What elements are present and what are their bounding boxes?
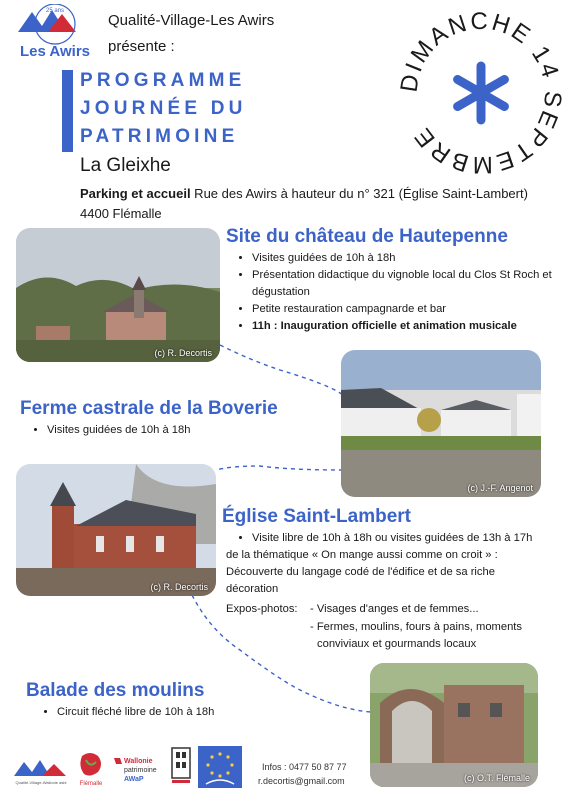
postcode: 4400 Flémalle — [80, 206, 162, 221]
list-item: • Circuit fléché libre de 10h à 18h — [57, 704, 317, 721]
presents-text: présente : — [108, 38, 175, 55]
awap-logo-text: AWaP — [124, 776, 144, 783]
wallonie-patrimoine-logo — [112, 754, 164, 788]
list-item: • 11h : Inauguration officielle et animation musicale — [252, 318, 572, 335]
list-item: • Présentation didactique du vignoble local du Clos St Roch et dégustation — [252, 267, 572, 301]
ferme-photo — [341, 350, 541, 497]
patrimoine-logo-text: patrimoine — [124, 767, 157, 774]
eglise-photo-credit: (c) R. Decortis — [150, 582, 208, 592]
qualite-village-logo — [12, 756, 70, 786]
parking-label: Parking et accueil — [80, 186, 191, 201]
info-phone: Infos : 0477 50 87 77 — [262, 762, 347, 772]
locality: La Gleixhe — [80, 155, 171, 176]
expo-label: Expos-photos: — [226, 603, 298, 615]
eglise-list — [237, 530, 587, 547]
eglise-photo — [16, 464, 216, 596]
logo-top-text: 25 ans — [45, 8, 65, 14]
expo-item-2: - Fermes, moulins, fours à pains, moments — [310, 621, 523, 633]
moulins-photo — [370, 663, 538, 787]
flemalle-logo — [76, 752, 106, 788]
eglise-text-2: Découverte du langage codé de l'édifice et de sa riche — [226, 566, 495, 578]
chateau-photo-credit: (c) R. Decortis — [154, 348, 212, 358]
parking-address: Rue des Awirs à hauteur du n° 321 (Église Saint-Lambert) — [190, 186, 528, 201]
ferme-photo-credit: (c) J.-F. Angenot — [467, 483, 533, 493]
list-item: • Petite restauration campagnarde et bar — [252, 301, 572, 318]
european-heritage-days-logo — [198, 746, 242, 788]
moulins-list — [42, 704, 317, 721]
ferme-list — [32, 422, 297, 439]
list-item: • Visites guidées de 10h à 18h — [252, 250, 572, 267]
logo-name: Les Awirs — [19, 43, 91, 60]
chateau-title: Site du château de Hautepenne — [226, 226, 508, 247]
date-seal-text: DIMANCHE 14 SEPTEMBRE — [395, 7, 567, 179]
moulins-title: Balade des moulins — [26, 680, 205, 701]
eglise-text-3: décoration — [226, 583, 279, 595]
list-item: • Visites guidées de 10h à 18h — [47, 422, 297, 439]
info-email: r.decortis@gmail.com — [258, 776, 345, 786]
moulins-photo-credit: (c) O.T. Flémalle — [463, 773, 530, 783]
title-line-1: PROGRAMME — [80, 70, 246, 91]
agence-patrimoine-logo — [170, 746, 192, 786]
title-line-3: PATRIMOINE — [80, 126, 239, 147]
organization-name: Qualité-Village-Les Awirs — [108, 12, 275, 29]
title-line-2: JOURNÉE DU — [80, 98, 247, 119]
eglise-title: Église Saint-Lambert — [222, 506, 411, 527]
wallonie-logo-text: Wallonie — [124, 758, 153, 765]
expo-item-1: - Visages d'anges et de femmes... — [310, 603, 479, 615]
expo-item-3: conviviaux et gourmands locaux — [317, 638, 477, 650]
qualite-village-logo-text: Qualité-Village-Wallonie asbl — [15, 780, 67, 785]
eglise-text-1: de la thématique « On mange aussi comme on croit » : — [226, 549, 498, 561]
flemalle-logo-text: Flémalle — [79, 781, 103, 787]
list-item: • Visite libre de 10h à 18h ou visites guidées de 13h à 17h — [252, 530, 587, 547]
ferme-title: Ferme castrale de la Boverie — [20, 398, 278, 419]
